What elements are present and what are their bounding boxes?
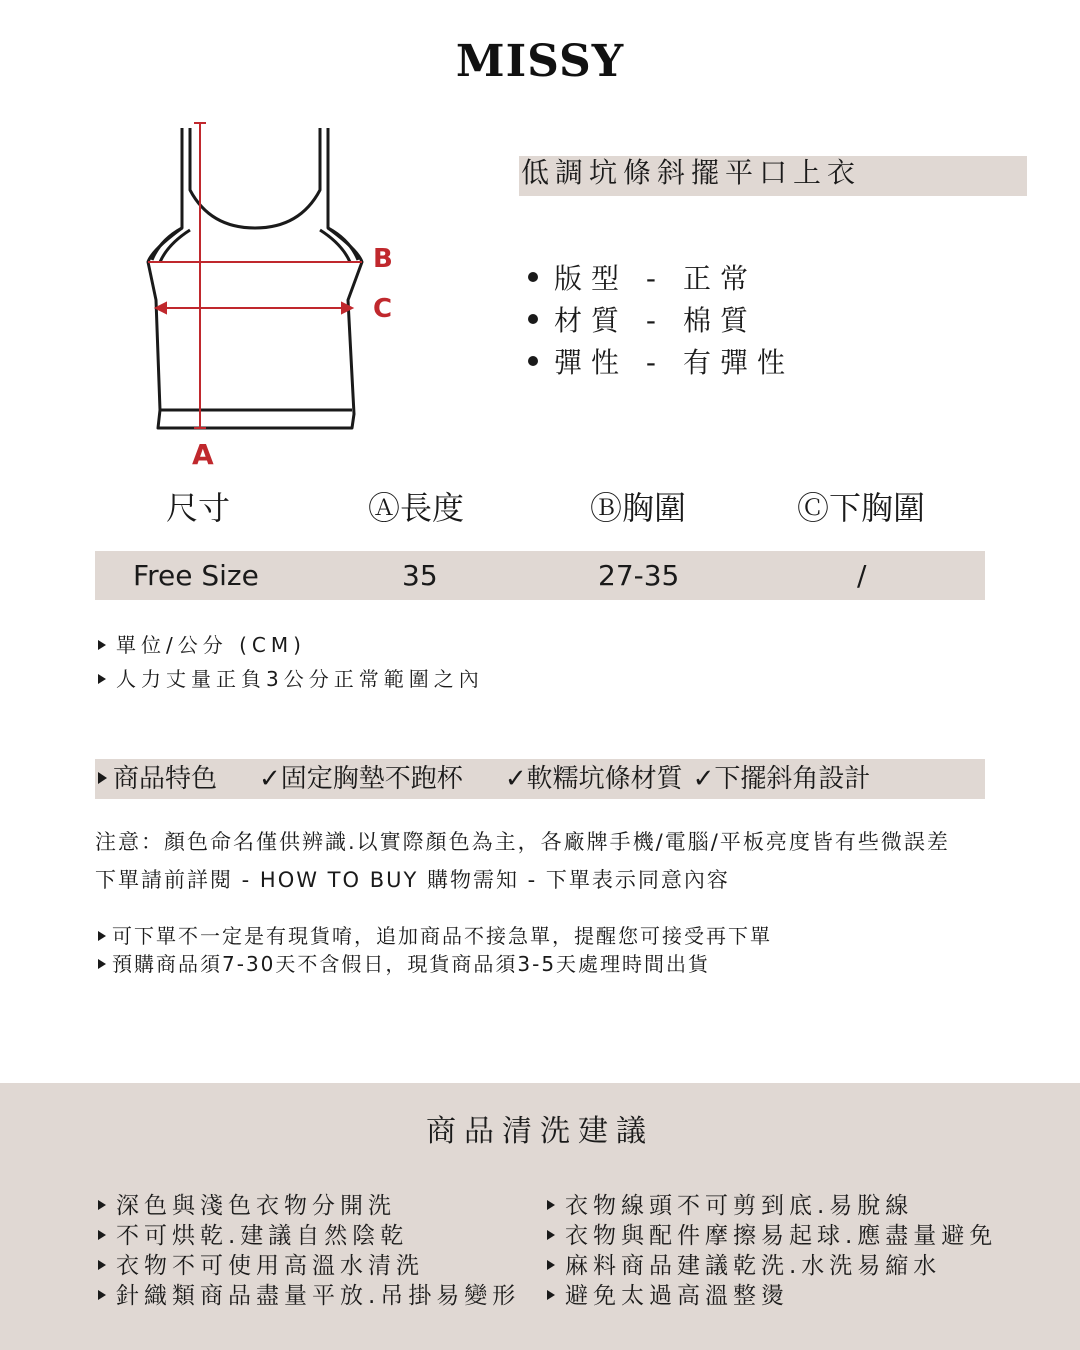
brand-logo: MISSY xyxy=(455,36,625,87)
tank-top-outline xyxy=(148,128,362,428)
product-title: 低調坑條斜擺平口上衣 xyxy=(521,156,862,189)
triangle-bullet-icon xyxy=(98,1290,106,1300)
attribute-label: 彈性 xyxy=(554,346,629,379)
label-a: A xyxy=(192,438,214,471)
care-item: 避免太過高溫整燙 xyxy=(547,1281,997,1311)
attribute-value: 正常 xyxy=(682,262,757,295)
triangle-bullet-icon xyxy=(547,1290,555,1300)
size-cell-size: Free Size xyxy=(133,559,259,592)
care-list-right xyxy=(547,1191,997,1311)
attribute-item: 彈性 - 有彈性 xyxy=(528,342,794,384)
size-cell-length: 35 xyxy=(402,559,438,592)
care-title: 商品清洗建議 xyxy=(426,1114,654,1149)
triangle-bullet-icon xyxy=(547,1230,555,1240)
order-warning: 下單請前詳閱 - HOW TO BUY 購物需知 - 下單表示同意內容 xyxy=(95,868,730,892)
size-cell-underbust: / xyxy=(857,559,867,592)
size-header-bust: Ⓑ胸圍 xyxy=(590,489,687,527)
features-label: 商品特色 xyxy=(113,764,218,794)
care-item: 針織類商品盡量平放.吊掛易變形 xyxy=(98,1281,520,1311)
triangle-bullet-icon xyxy=(98,931,106,941)
color-warning: 注意：顏色命名僅供辨識.以實際顏色為主，各廠牌手機/電腦/平板亮度皆有些微誤差 xyxy=(95,830,950,854)
size-header-underbust: Ⓒ下胸圍 xyxy=(797,489,926,527)
care-item: 深色與淺色衣物分開洗 xyxy=(98,1191,520,1221)
triangle-bullet-icon xyxy=(98,1200,106,1210)
feature-item: ✓下擺斜角設計 xyxy=(692,764,871,794)
triangle-bullet-icon xyxy=(98,1260,106,1270)
attribute-item: 材質 - 棉質 xyxy=(528,300,794,342)
feature-item: ✓固定胸墊不跑杯 xyxy=(259,764,463,794)
attribute-value: 有彈性 xyxy=(682,346,794,379)
triangle-bullet-icon xyxy=(98,640,106,650)
attribute-label: 材質 xyxy=(554,304,629,337)
triangle-bullet-icon xyxy=(98,1230,106,1240)
triangle-bullet-icon xyxy=(547,1260,555,1270)
triangle-bullet-icon xyxy=(98,772,107,784)
care-item: 衣物線頭不可剪到底.易脫線 xyxy=(547,1191,997,1221)
bullet-icon xyxy=(528,356,538,366)
order-note: 預購商品須7-30天不含假日，現貨商品須3-5天處理時間出貨 xyxy=(98,950,710,978)
care-item: 不可烘乾.建議自然陰乾 xyxy=(98,1221,520,1251)
attribute-value: 棉質 xyxy=(682,304,757,337)
label-b: B xyxy=(373,244,393,274)
size-cell-bust: 27-35 xyxy=(598,559,680,592)
feature-item: ✓軟糯坑條材質 xyxy=(504,764,683,794)
order-note: 可下單不一定是有現貨唷，追加商品不接急單，提醒您可接受再下單 xyxy=(98,922,772,950)
care-item: 衣物不可使用高溫水清洗 xyxy=(98,1251,520,1281)
attribute-item: 版型 - 正常 xyxy=(528,258,794,300)
label-c: C xyxy=(373,294,393,324)
features-line xyxy=(98,759,870,799)
product-attributes xyxy=(528,258,794,384)
attribute-label: 版型 xyxy=(554,262,629,295)
triangle-bullet-icon xyxy=(547,1200,555,1210)
triangle-bullet-icon xyxy=(98,959,106,969)
care-item: 麻料商品建議乾洗.水洗易縮水 xyxy=(547,1251,997,1281)
care-list-left xyxy=(98,1191,520,1311)
size-header-size: 尺寸 xyxy=(166,489,231,527)
bullet-icon xyxy=(528,314,538,324)
bullet-icon xyxy=(528,272,538,282)
size-header-length: Ⓐ長度 xyxy=(368,489,465,527)
tank-top-inner xyxy=(190,128,320,228)
tolerance-note: 人力丈量正負3公分正常範圍之內 xyxy=(98,664,484,694)
care-item: 衣物與配件摩擦易起球.應盡量避免 xyxy=(547,1221,997,1251)
unit-note: 單位/公分 (CM) xyxy=(98,630,306,660)
triangle-bullet-icon xyxy=(98,674,106,684)
